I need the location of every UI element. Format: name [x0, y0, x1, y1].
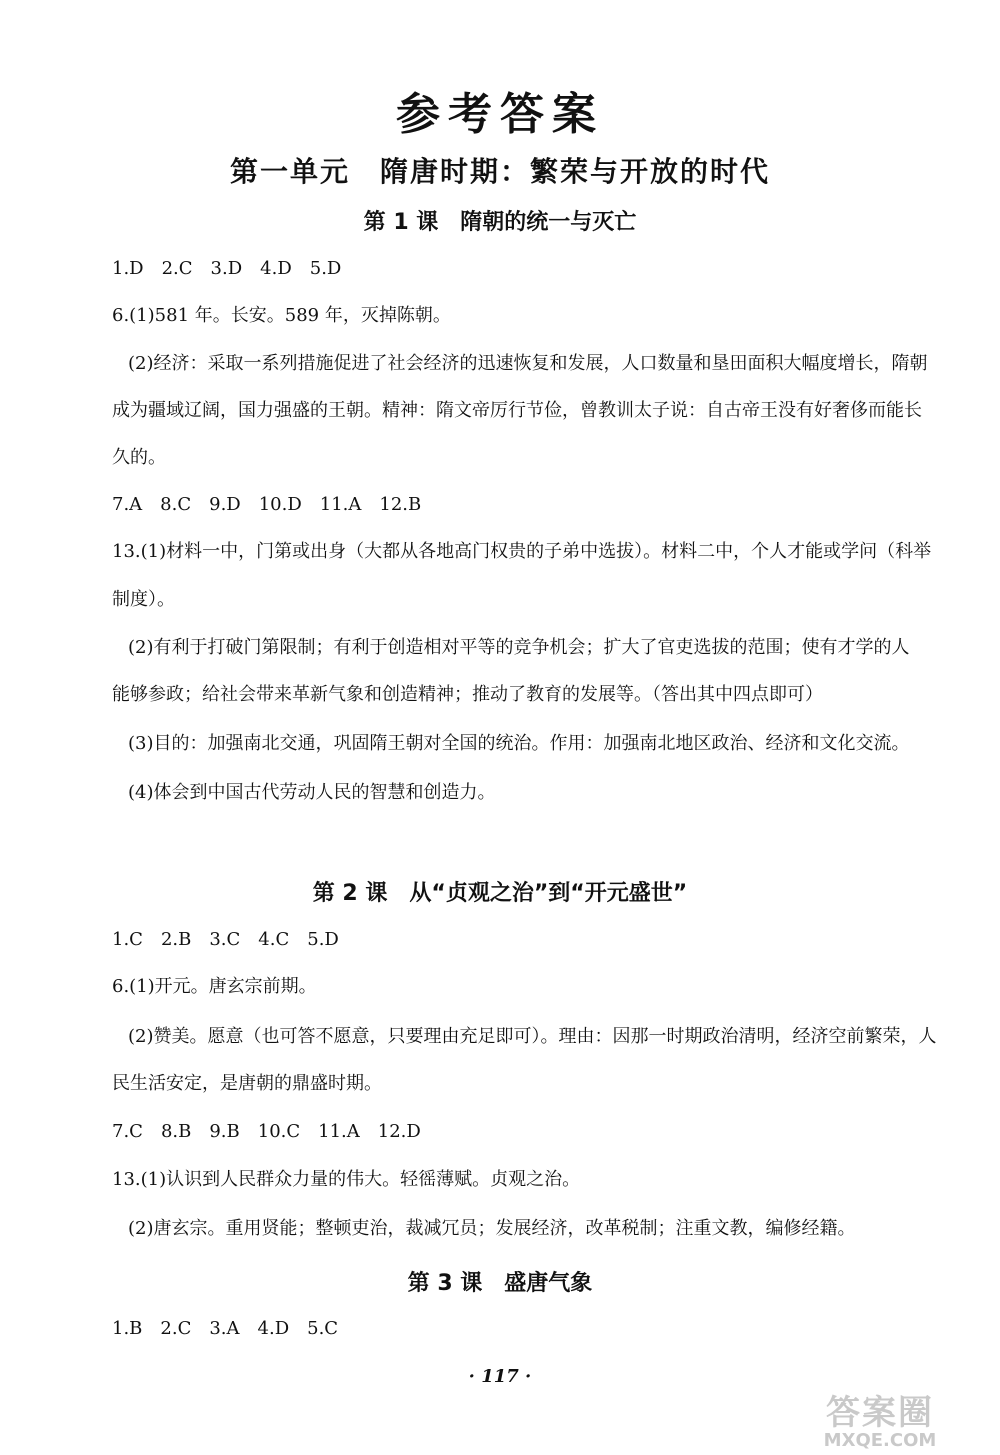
watermark-text: 答案圈: [826, 1393, 934, 1433]
answer-line: 1.D 2.C 3.D 4.D 5.D: [112, 258, 342, 279]
answer-line: 1.B 2.C 3.A 4.D 5.C: [112, 1318, 339, 1339]
answer-line: 能够参政；给社会带来革新气象和创造精神；推动了教育的发展等。（答出其中四点即可）: [112, 684, 823, 705]
lesson-3-heading: 第 3 课 盛唐气象: [407, 1271, 593, 1296]
answer-line: (4)体会到中国古代劳动人民的智慧和创造力。: [128, 782, 496, 803]
answer-line: 13.(1)认识到人民群众力量的伟大。轻徭薄赋。贞观之治。: [112, 1169, 581, 1190]
page-title: 参考答案: [396, 89, 604, 140]
answer-line: 1.C 2.B 3.C 4.C 5.D: [112, 929, 339, 950]
answer-line: 6.(1)581 年。长安。589 年，灭掉陈朝。: [112, 305, 451, 326]
page-number: · 117 ·: [468, 1366, 532, 1387]
answer-line: 13.(1)材料一中，门第或出身（大都从各地高门权贵的子弟中选拔）。材料二中，个人才能或学问（科举: [112, 541, 932, 562]
lesson-1-heading: 第 1 课 隋朝的统一与灭亡: [363, 210, 637, 235]
watermark-logo: [780, 1395, 980, 1453]
answer-line: 6.(1)开元。唐玄宗前期。: [112, 976, 317, 997]
answer-line: (2)经济：采取一系列措施促进了社会经济的迅速恢复和发展，人口数量和垦田面积大幅度增长，隋朝: [128, 353, 928, 374]
answer-line: 7.A 8.C 9.D 10.D 11.A 12.B: [112, 494, 422, 515]
unit-title: 第一单元 隋唐时期：繁荣与开放的时代: [229, 155, 770, 188]
watermark-url: MXQE.COM: [823, 1430, 937, 1451]
answer-line: (3)目的：加强南北交通，巩固隋王朝对全国的统治。作用：加强南北地区政治、经济和文化交流。: [128, 733, 910, 754]
answer-line: (2)有利于打破门第限制；有利于创造相对平等的竞争机会；扩大了官吏选拔的范围；使有才学的人: [128, 637, 910, 658]
answer-line: 成为疆域辽阔，国力强盛的王朝。精神：隋文帝厉行节俭，曾教训太子说：自古帝王没有好奢侈而能长: [112, 400, 922, 421]
answer-line: (2)唐玄宗。重用贤能；整顿吏治，裁减冗员；发展经济，改革税制；注重文教，编修经籍。: [128, 1218, 856, 1239]
answer-line: (2)赞美。愿意（也可答不愿意，只要理由充足即可）。理由：因那一时期政治清明，经济空前繁荣，人: [128, 1026, 937, 1047]
answer-line: 制度）。: [112, 589, 175, 610]
answer-line: 民生活安定，是唐朝的鼎盛时期。: [112, 1073, 382, 1094]
lesson-2-heading: 第 2 课 从“贞观之治”到“开元盛世”: [312, 881, 688, 906]
answer-line: 久的。: [112, 447, 166, 468]
answer-line: 7.C 8.B 9.B 10.C 11.A 12.D: [112, 1121, 421, 1142]
